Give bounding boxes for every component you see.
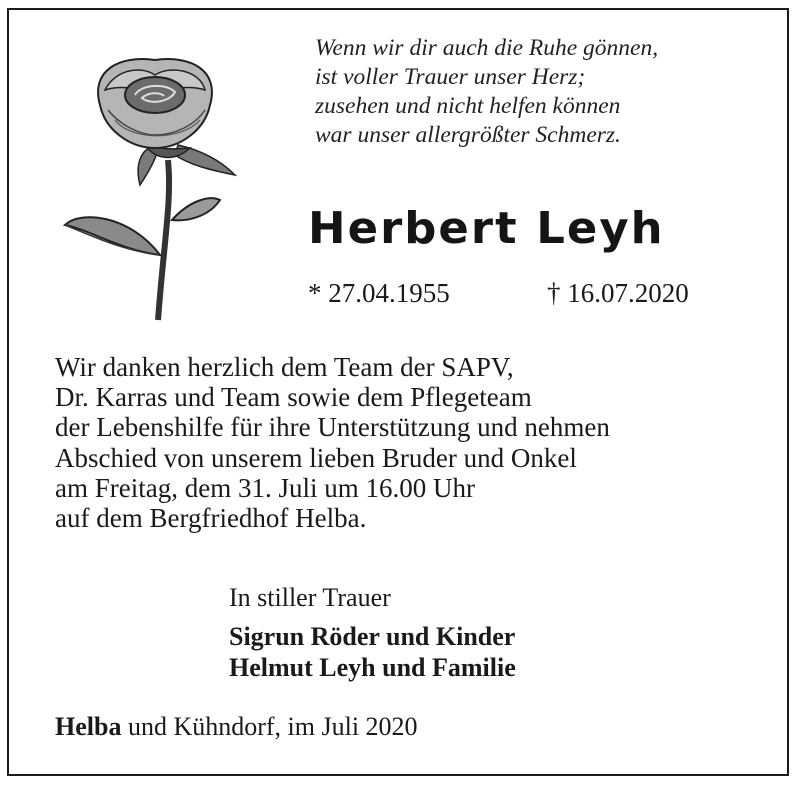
poem bbox=[315, 34, 658, 150]
death-date: † 16.07.2020 bbox=[547, 278, 689, 308]
message-line: am Freitag, dem 31. Juli um 16.00 Uhr bbox=[55, 472, 475, 503]
place-and-date bbox=[55, 712, 418, 742]
message-line: auf dem Bergfriedhof Helba. bbox=[55, 503, 367, 534]
mourning-intro: In stiller Trauer bbox=[229, 583, 391, 612]
mourner-names bbox=[229, 621, 516, 683]
message-line: Wir danken herzlich dem Team der SAPV, bbox=[55, 352, 514, 382]
place-name: Helba bbox=[55, 712, 122, 741]
mourner-name: Sigrun Röder und Kinder bbox=[229, 622, 516, 651]
message-line: der Lebenshilfe für ihre Unterstützung und nehmen bbox=[55, 412, 610, 443]
rose-icon bbox=[60, 50, 260, 330]
poem-line: ist voller Trauer unser Herz; bbox=[315, 64, 586, 90]
place-date: und Kühndorf, im Juli 2020 bbox=[121, 712, 418, 741]
message-text bbox=[55, 352, 610, 533]
mourner-name: Helmut Leyh und Familie bbox=[229, 653, 516, 682]
poem-line: Wenn wir dir auch die Ruhe gönnen, bbox=[315, 35, 659, 61]
deceased-name: Herbert Leyh bbox=[308, 203, 665, 254]
message-line: Dr. Karras und Team sowie dem Pflegeteam bbox=[55, 382, 532, 413]
poem-line: war unser allergrößter Schmerz. bbox=[315, 122, 621, 148]
birth-date: * 27.04.1955 bbox=[308, 278, 450, 308]
poem-line: zusehen und nicht helfen können bbox=[315, 93, 621, 119]
message-line: Abschied von unserem lieben Bruder und Onkel bbox=[55, 442, 577, 473]
